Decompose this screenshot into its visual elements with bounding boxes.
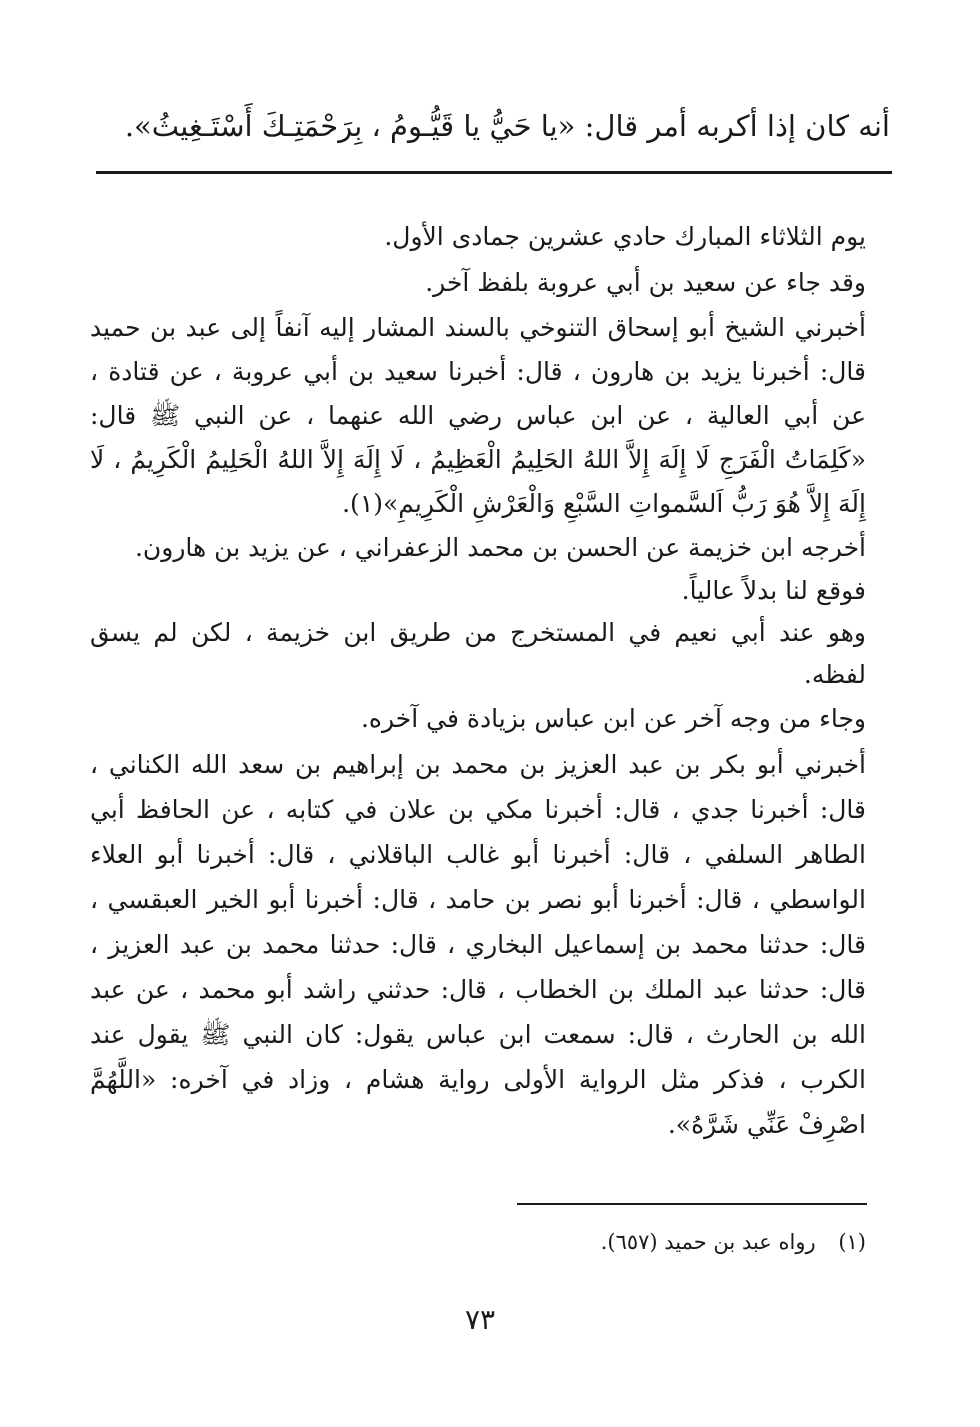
- footnote-number: (١): [838, 1230, 866, 1254]
- footnote: [90, 1222, 866, 1262]
- paragraph-other-route: وجاء من وجه آخر عن ابن عباس بزيادة في آخره.: [360, 704, 866, 733]
- paragraph-date: يوم الثلاثاء المبارك حادي عشرين جمادى الأول.: [384, 222, 866, 251]
- paragraph-takhrij: أخرجه ابن خزيمة عن الحسن بن محمد الزعفراني ، عن يزيد بن هارون.: [134, 533, 866, 562]
- main-text: [90, 214, 866, 1147]
- paragraph-isnad-first: أخبرني الشيخ أبو إسحاق التنوخي بالسند المشار إليه آنفاً إلى عبد بن حميد قال: أخبرنا يزيد بن هارون ، قال: أخبرنا سعيد بن أبي عروبة ، عن قتادة ، عن أبي العالية ، عن ابن عباس رضي الله عنهما ، عن النبي ﷺ قال: «كَلِمَاتُ الْفَرَجِ لَا إِلَهَ إِلاَّ اللهُ الحَلِيمُ الْعَظِيمُ ، لَا إِلَهَ إِلاَّ اللهُ الْحَلِيمُ الْكَرِيمُ ، لَا إِلَهَ إِلاَّ هُوَ رَبُّ اَلسَّمواتِ السَّبْعِ وَالْعَرْشِ الْكَرِيمِ»(١).: [90, 313, 866, 518]
- header-line: أنه كان إذا أكربه أمر قال: «يا حَيُّ يا قَيُّـومُ ، بِرَحْمَتِـكَ أَسْتَـغِيثُ».: [124, 109, 890, 143]
- footnote-divider: [517, 1203, 867, 1205]
- paragraph-isnad-second: أخبرني أبو بكر بن عبد العزيز بن محمد بن إبراهيم بن سعد الله الكناني ، قال: أخبرنا جدي ، قال: أخبرنا مكي بن علان في كتابه ، عن الحافظ أبي الطاهر السلفي ، قال: أخبرنا أبو غالب الباقلاني ، قال: أخبرنا أبو العلاء الواسطي ، قال: أخبرنا أبو نصر بن حامد ، قال: أخبرنا أبو الخير العبقسي ، قال: حدثنا محمد بن إسماعيل البخاري ، قال: حدثنا محمد بن عبد العزيز ، قال: حدثنا عبد الملك بن الخطاب ، قال: حدثني راشد أبو محمد ، عن عبد الله بن الحارث ، قال: سمعت ابن عباس يقول: كان النبي ﷺ يقول عند الكرب ، فذكر مثل الرواية الأولى رواية هشام ، وزاد في آخره: «اللَّهُمَّ اصْرِفْ عَنِّي شَرَّهُ».: [90, 750, 866, 1139]
- paragraph-abu-nuaym: وهو عند أبي نعيم في المستخرج من طريق ابن خزيمة ، لكن لم يسق لفظه.: [90, 618, 866, 689]
- page-number: ٧٣: [464, 1303, 496, 1336]
- footnote-text: رواه عبد بن حميد (٦٥٧).: [600, 1230, 816, 1254]
- paragraph-note: فوقع لنا بدلاً عالياً.: [681, 576, 866, 605]
- header-divider: [96, 171, 892, 174]
- paragraph-intro: وقد جاء عن سعيد بن أبي عروبة بلفظ آخر.: [425, 268, 866, 297]
